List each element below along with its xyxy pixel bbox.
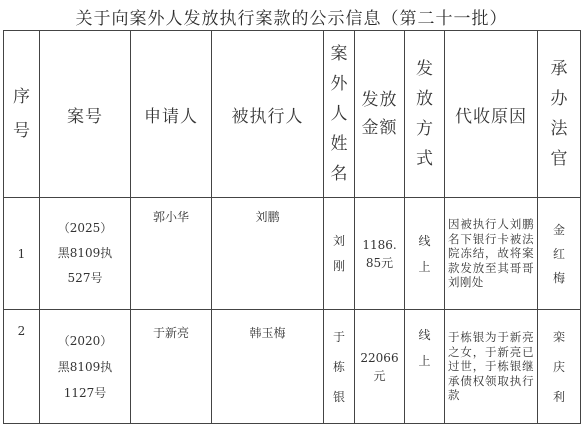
table-row (4, 198, 581, 310)
header-seq: 序号 (4, 31, 40, 198)
cell-seq: 1 (4, 198, 40, 310)
notice-table (3, 30, 581, 424)
cell-executee: 韩玉梅 (212, 310, 324, 424)
cell-judge: 栾庆利 (538, 310, 581, 424)
cell-reason: 因被执行人刘鹏名下银行卡被法院冻结，故将案款发放至其哥哥刘刚处 (445, 198, 538, 310)
document-title: 关于向案外人发放执行案款的公示信息（第二十一批） (75, 9, 508, 29)
header-applicant: 申请人 (131, 31, 212, 198)
cell-method: 线上 (405, 198, 445, 310)
cell-judge: 金红梅 (538, 198, 581, 310)
cell-reason: 于栋银为于新亮之女，于新亮已过世，于栋银继承债权领取执行款 (445, 310, 538, 424)
cell-method: 线上 (405, 310, 445, 424)
cell-amount: 22066元 (355, 310, 405, 424)
cell-outsider-name: 于栋银 (324, 310, 355, 424)
cell-outsider-name: 刘刚 (324, 198, 355, 310)
header-method: 发放方式 (405, 31, 445, 198)
header-amount: 发放金额 (355, 31, 405, 198)
cell-executee: 刘鹏 (212, 198, 324, 310)
table-row (4, 310, 581, 424)
header-outsider-name: 案外人姓名 (324, 31, 355, 198)
header-executee: 被执行人 (212, 31, 324, 198)
cell-seq: 2 (4, 310, 40, 424)
header-reason: 代收原因 (445, 31, 538, 198)
cell-case-no: （2025）黑8109执527号 (40, 198, 131, 310)
cell-applicant: 于新亮 (131, 310, 212, 424)
cell-applicant: 郭小华 (131, 198, 212, 310)
header-judge: 承办法官 (538, 31, 581, 198)
cell-case-no: （2020）黑8109执1127号 (40, 310, 131, 424)
cell-amount: 1186.85元 (355, 198, 405, 310)
header-case-no: 案号 (40, 31, 131, 198)
header-row (4, 31, 581, 198)
